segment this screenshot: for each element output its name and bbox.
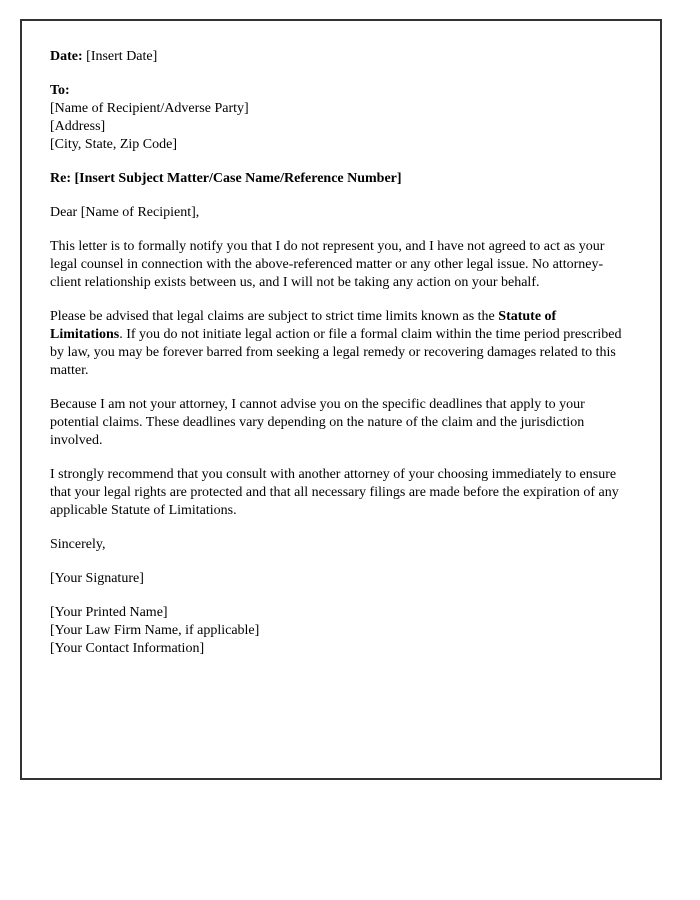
signer-block [50,604,632,658]
date-value: [Insert Date] [86,49,158,64]
closing: Sincerely, [50,537,106,552]
to-label-line [50,82,632,100]
statute-of-limitations-bold: Statute of Limitations [50,309,557,342]
recipient-line-city-state-zip: [City, State, Zip Code] [50,137,178,152]
para-recommendation: I strongly recommend that you consult with another attorney of your choosing immediately to ensure that your legal rights are protected and that all necessary filings are made before the expiration of any applicable Statute of Limitations. [50,467,619,518]
para-no-representation: This letter is to formally notify you that I do not represent you, and I have not agreed to act as your legal counsel in connection with the above-referenced matter or any other legal issue. No attorney-client relationship exists between us, and I will not be taking any action on your behalf. [50,239,605,290]
recipient-line-address: [Address] [50,119,106,134]
para-statute-after: . If you do not initiate legal action or file a formal claim within the time period prescribed by law, you may be forever barred from seeking a legal remedy or recovering damages related to this matter. [50,327,622,378]
signature-placeholder: [Your Signature] [50,571,144,586]
subject-line: Re: [Insert Subject Matter/Case Name/Reference Number] [50,171,402,186]
recipient-block [50,82,632,154]
signer-contact-info: [Your Contact Information] [50,641,205,656]
signer-law-firm: [Your Law Firm Name, if applicable] [50,623,260,638]
date-line [50,48,632,66]
para-statute-before: Please be advised that legal claims are subject to strict time limits known as the [50,309,499,324]
salutation: Dear [Name of Recipient], [50,205,200,220]
signer-printed-name: [Your Printed Name] [50,605,168,620]
date-label: Date: [50,49,83,64]
letter-frame [20,19,662,780]
to-label: To: [50,83,70,98]
para-statute-of-limitations [50,308,632,380]
para-deadlines: Because I am not your attorney, I cannot advise you on the specific deadlines that apply to your potential claims. These deadlines vary depending on the nature of the claim and the jurisdiction involved. [50,397,585,448]
recipient-line-name: [Name of Recipient/Adverse Party] [50,101,249,116]
